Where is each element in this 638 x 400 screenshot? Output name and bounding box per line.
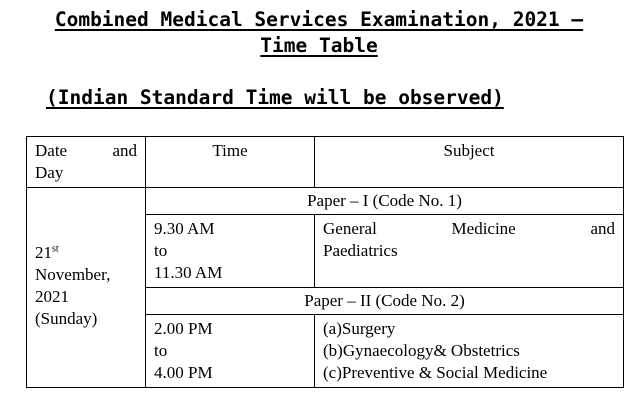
header-date-day <box>27 137 146 188</box>
paper-2-time-to: to <box>154 341 168 360</box>
header-time: Time <box>146 137 315 188</box>
timetable <box>26 136 624 388</box>
time-note: (Indian Standard Time will be observed) <box>46 86 504 109</box>
paper-2-time-end: 4.00 PM <box>154 363 213 382</box>
paper-1-time-end: 11.30 AM <box>154 263 223 282</box>
paper-2-subject <box>315 315 624 388</box>
paper-1-time-start: 9.30 AM <box>154 219 215 238</box>
header-day-word: Day <box>35 163 64 182</box>
paper-1-subject-word: Medicine <box>451 219 516 238</box>
document-subtitle: Time Table <box>260 34 378 57</box>
date-year: 2021 <box>35 287 69 306</box>
paper-2-label: Paper – II (Code No. 2) <box>146 288 624 315</box>
paper-1-subject <box>315 215 624 288</box>
paper-1-time <box>146 215 315 288</box>
header-row <box>27 137 624 188</box>
paper-2-subject-item: (b)Gynaecology& Obstetrics <box>323 341 520 360</box>
date-month: November, <box>35 265 111 284</box>
paper-2-subject-item: (a)Surgery <box>323 319 396 338</box>
paper-1-subject-word: and <box>590 219 615 238</box>
date-day-number: 21 <box>35 243 52 262</box>
exam-date-cell <box>27 188 146 388</box>
date-day-suffix: st <box>52 243 59 255</box>
paper-2-subject-item: (c)Preventive & Social Medicine <box>323 363 548 382</box>
header-date-word: Date <box>35 141 68 160</box>
date-weekday: (Sunday) <box>35 309 98 328</box>
paper-1-subject-word: General <box>323 219 377 238</box>
paper-1-label: Paper – I (Code No. 1) <box>146 188 624 215</box>
paper-1-time-to: to <box>154 241 168 260</box>
document-title: Combined Medical Services Examination, 2021 – <box>54 8 584 31</box>
paper-2-time-start: 2.00 PM <box>154 319 213 338</box>
paper-2-time <box>146 315 315 388</box>
paper-1-subject-line2: Paediatrics <box>323 241 398 260</box>
header-subject: Subject <box>315 137 624 188</box>
header-and-word: and <box>112 141 137 160</box>
paper-1-label-row <box>27 188 624 215</box>
